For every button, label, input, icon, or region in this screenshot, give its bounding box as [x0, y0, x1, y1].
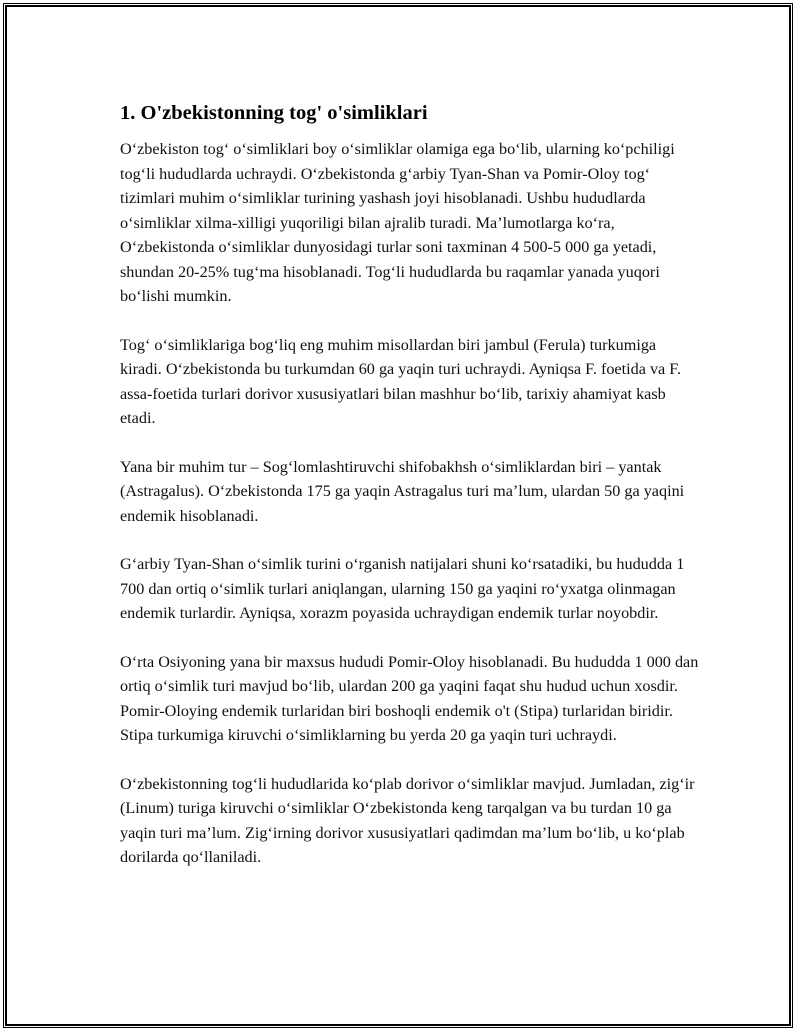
- paragraph-2: Tog‘ o‘simliklariga bog‘liq eng muhim misollardan biri jambul (Ferula) turkumiga kiradi. O‘zbekistonda bu turkumdan 60 ga yaqin turi uchraydi. Ayniqsa F. foetida va F. assa-foetida turlari dorivor xususiyatlari bilan mashhur bo‘lib, tarixiy ahamiyat kasb etadi.: [120, 335, 682, 427]
- paragraph-1: O‘zbekiston tog‘ o‘simliklari boy o‘simliklar olamiga ega bo‘lib, ularning ko‘pchiligi tog‘li hududlarda uchraydi. O‘zbekistonda g‘arbiy Tyan-Shan va Pomir-Oloy tog‘ tizimlari muhim o‘simliklar turining yashash joyi hisoblanadi. Ushbu hududlarda o‘simliklar xilma-xilligi yuqoriligi bilan ajralib turadi. Ma’lumotlarga ko‘ra, O‘zbekistonda o‘simliklar dunyosidagi turlar soni taxminan 4 500-5 000 ga yetadi, shundan 20-25% tug‘ma hisoblanadi. Tog‘li hududlarda bu raqamlar yanada yuqori bo‘lishi mumkin.: [120, 140, 675, 305]
- document-body: [120, 99, 700, 894]
- paragraph-3: Yana bir muhim tur – Sog‘lomlashtiruvchi shifobakhsh o‘simliklardan biri – yantak (Astragalus). O‘zbekistonda 175 ga yaqin Astragalus turi ma’lum, ulardan 50 ga yaqini endemik hisoblanadi.: [120, 457, 685, 525]
- section-title: 1. O'zbekistonning tog' o'simliklari: [120, 102, 428, 124]
- paragraph-4: G‘arbiy Tyan-Shan o‘simlik turini o‘rganish natijalari shuni ko‘rsatadiki, bu hududda 1 700 dan ortiq o‘simlik turlari aniqlangan, ularning 150 ga yaqini ro‘yxatga olinmagan endemik turlardir. Ayniqsa, xorazm poyasida uchraydigan endemik turlar noyobdir.: [120, 555, 685, 622]
- page-frame: [5, 5, 791, 1026]
- paragraph-6: O‘zbekistonning tog‘li hududlarida ko‘plab dorivor o‘simliklar mavjud. Jumladan, zig‘ir (Linum) turiga kiruvchi o‘simliklar O‘zbekistonda keng tarqalgan va bu turdan 10 ga yaqin turi ma’lum. Zig‘irning dorivor xususiyatlari qadimdan ma’lum bo‘lib, u ko‘plab dorilarda qo‘llaniladi.: [120, 774, 695, 866]
- paragraph-5: O‘rta Osiyoning yana bir maxsus hududi Pomir-Oloy hisoblanadi. Bu hududda 1 000 dan ortiq o‘simlik turi mavjud bo‘lib, ulardan 200 ga yaqini faqat shu hudud uchun xosdir. Pomir-Oloying endemik turlaridan biri boshoqli endemik o't (Stipa) turlaridan biridir. Stipa turkumiga kiruvchi o‘simliklarning bu yerda 20 ga yaqin turi uchraydi.: [120, 652, 699, 744]
